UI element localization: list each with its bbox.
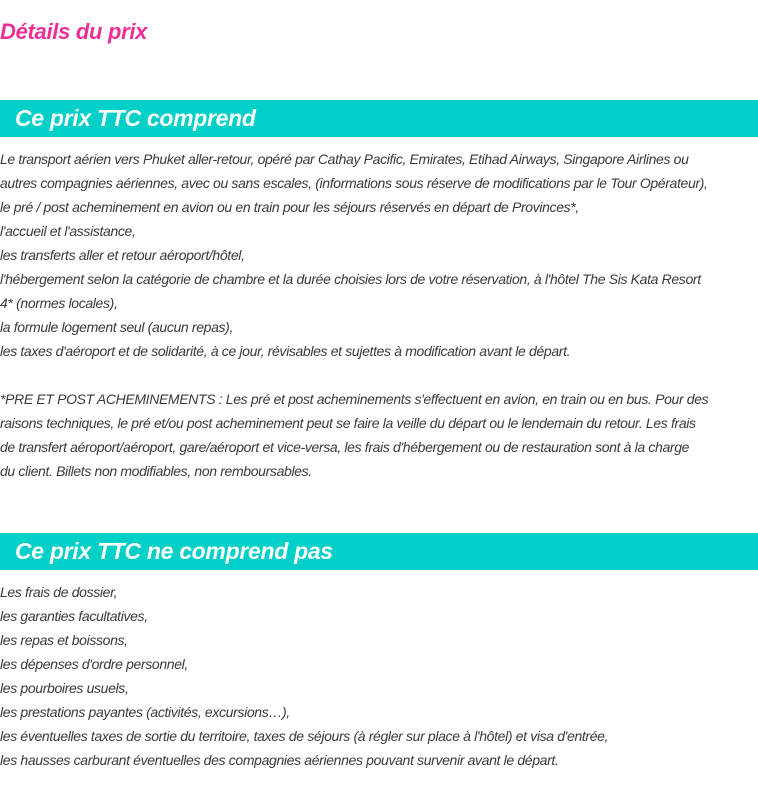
includes-line: Le transport aérien vers Phuket aller-retour, opéré par Cathay Pacific, Emirates, Etihad Airways, Singapore Airlines ou <box>0 151 689 167</box>
excludes-paragraph <box>0 580 758 772</box>
note-paragraph <box>0 387 758 483</box>
note-line: *PRE ET POST ACHEMINEMENTS : Les pré et post acheminements s'effectuent en avion, en train ou en bus. Pour des <box>0 391 709 407</box>
pre-post-note <box>0 387 758 483</box>
excludes-line: Les frais de dossier, <box>0 584 118 600</box>
excludes-line: les garanties facultatives, <box>0 608 148 624</box>
includes-line: les transferts aller et retour aéroport/hôtel, <box>0 247 245 263</box>
excludes-line: les repas et boissons, <box>0 632 128 648</box>
page-title: Détails du prix <box>0 19 148 44</box>
excludes-line: les prestations payantes (activités, excursions…), <box>0 704 290 720</box>
includes-line: le pré / post acheminement en avion ou en train pour les séjours réservés en départ de Provinces*, <box>0 199 579 215</box>
note-line: du client. Billets non modifiables, non remboursables. <box>0 463 312 479</box>
note-line: raisons techniques, le pré et/ou post acheminement peut se faire la veille du départ ou le lendemain du retour. Les frais <box>0 415 696 431</box>
includes-line: l'hébergement selon la catégorie de chambre et la durée choisies lors de votre réservation, à l'hôtel The Sis Kata Resort <box>0 271 701 287</box>
includes-line: la formule logement seul (aucun repas), <box>0 319 234 335</box>
excludes-list <box>0 580 758 772</box>
note-line: de transfert aéroport/aéroport, gare/aéroport et vice-versa, les frais d'hébergement ou de restauration sont à la charge <box>0 439 690 455</box>
excludes-line: les dépenses d'ordre personnel, <box>0 656 188 672</box>
includes-line: 4* (normes locales), <box>0 295 118 311</box>
includes-list <box>0 147 758 363</box>
includes-line: l'accueil et l'assistance, <box>0 223 136 239</box>
includes-line: autres compagnies aériennes, avec ou sans escales, (informations sous réserve de modifications par le Tour Opérateur), <box>0 175 708 191</box>
includes-line: les taxes d'aéroport et de solidarité, à ce jour, révisables et sujettes à modification avant le départ. <box>0 343 571 359</box>
excludes-line: les pourboires usuels, <box>0 680 129 696</box>
includes-paragraph <box>0 147 758 363</box>
includes-heading: Ce prix TTC comprend <box>0 100 758 137</box>
excludes-line: les hausses carburant éventuelles des compagnies aériennes pouvant survenir avant le départ. <box>0 752 559 768</box>
excludes-line: les éventuelles taxes de sortie du territoire, taxes de séjours (à régler sur place à l'hôtel) et visa d'entrée, <box>0 728 609 744</box>
excludes-heading: Ce prix TTC ne comprend pas <box>0 533 758 570</box>
